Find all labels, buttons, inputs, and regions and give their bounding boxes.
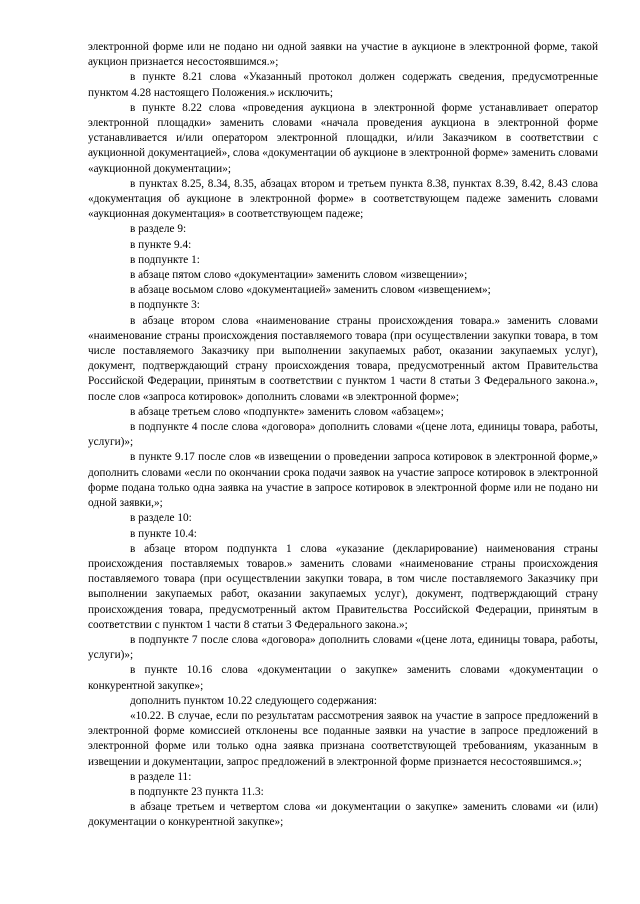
paragraph-continuation: электронной форме или не подано ни одной заявки на участие в аукционе в электронной форме, такой аукцион признается несостоявшимся.»; bbox=[88, 41, 598, 69]
paragraph-11-3-abzac: в абзаце третьем и четвертом слова «и документации о закупке» заменить словами «и (или) документации о конкурентной закупке»; bbox=[88, 801, 598, 829]
heading-point-9-4: в пункте 9.4: bbox=[130, 238, 192, 251]
paragraph-10-22-text: «10.22. В случае, если по результатам рассмотрения заявок на участие в запросе предложений в электронной форме комиссией отклонены все поданные заявки на участие в запросе предложений в электронной форме или только одна заявка признана соответствующей требованиям, указанным в извещении и документации, запрос предложений в электронной форме признается несостоявшимся.»; bbox=[88, 709, 598, 768]
heading-point-10-4: в пункте 10.4: bbox=[130, 527, 197, 540]
paragraph-10-16: в пункте 10.16 слова «документации о закупке» заменить словами «документации о конкурентной закупке»; bbox=[88, 664, 598, 692]
heading-section-11: в разделе 11: bbox=[130, 770, 192, 783]
paragraph-abzac-2-country: в абзаце втором слова «наименование страны происхождения товара.» заменить словами «наименование страны происхождения поставляемого товара (при осуществлении закупки товара, в том числе поставляемого Заказчику при выполнении закупаемых работ, оказании закупаемых услуг), документ, подтверждающий страну происхождения товара, предусмотренный актом Правительства Российской Федерации, принятым в соответствии с пунктом 1 части 8 статьи 3 Федерального закона.», после слов «запроса котировок» дополнить словами «в электронной форме»; bbox=[88, 314, 598, 403]
paragraph-abzac-5: в абзаце пятом слово «документации» заменить словом «извещении»; bbox=[130, 269, 468, 282]
paragraph-add-10-22: дополнить пунктом 10.22 следующего содержания: bbox=[130, 694, 377, 707]
heading-subpoint-23: в подпункте 23 пункта 11.3: bbox=[130, 785, 264, 798]
paragraph-8-21: в пункте 8.21 слова «Указанный протокол должен содержать сведения, предусмотренные пунктом 4.28 настоящего Положения.» исключить; bbox=[88, 71, 598, 99]
paragraph-8-22: в пункте 8.22 слова «проведения аукциона в электронной форме устанавливает оператор электронной площадки» заменить словами «начала проведения аукциона в электронной форме устанавливается и/или оператором электронной площадки, и/или Заказчиком в соответствии с аукционной документацией», слова «документации об аукционе в электронной форме» заменить словами «аукционной документации»; bbox=[88, 101, 598, 175]
paragraph-subpoint-4: в подпункте 4 после слова «договора» дополнить словами «(цене лота, единицы товара, работы, услуги)»; bbox=[88, 421, 598, 449]
paragraph-8-25: в пунктах 8.25, 8.34, 8.35, абзацах втором и третьем пункта 8.38, пунктах 8.39, 8.42, 8.43 слова «документация об аукционе в электронной форме» в соответствующем падеже заменить словами «аукционная документация» в соответствующем падеже; bbox=[88, 177, 598, 221]
heading-section-9: в разделе 9: bbox=[130, 223, 187, 236]
heading-subpoint-1: в подпункте 1: bbox=[130, 253, 200, 266]
paragraph-subpoint-7: в подпункте 7 после слова «договора» дополнить словами «(цене лота, единицы товара, работы, услуги)»; bbox=[88, 633, 598, 662]
paragraph-abzac-3: в абзаце третьем слово «подпункте» заменить словом «абзацем»; bbox=[130, 405, 444, 418]
paragraph-9-17: в пункте 9.17 после слов «в извещении о проведении запроса котировок в электронной форме,» дополнить словами «если по окончании срока подачи заявок на участие запросе котировок в электронной форме подана только одна заявка на участие в запросе котировок в электронной форме или не подано ни одной заявки,»; bbox=[88, 451, 598, 510]
paragraph-abzac-8: в абзаце восьмом слово «документацией» заменить словом «извещением»; bbox=[130, 284, 491, 297]
heading-subpoint-3: в подпункте 3: bbox=[130, 299, 200, 312]
heading-section-10: в разделе 10: bbox=[130, 512, 192, 525]
paragraph-10-4-abzac-2: в абзаце втором подпункта 1 слова «указание (декларирование) наименования страны происхождения поставляемых товаров.» заменить словами «наименование страны происхождения поставляемого товара (при осуществлении закупки товара, в том числе поставляемого Заказчику при выполнении закупаемых работ, оказании закупаемых услуг), документ, подтверждающий страну происхождения товара, предусмотренный актом Правительства Российской Федерации, принятым в соответствии с пунктом 1 части 8 статьи 3 Федерального закона.»; bbox=[88, 542, 598, 631]
